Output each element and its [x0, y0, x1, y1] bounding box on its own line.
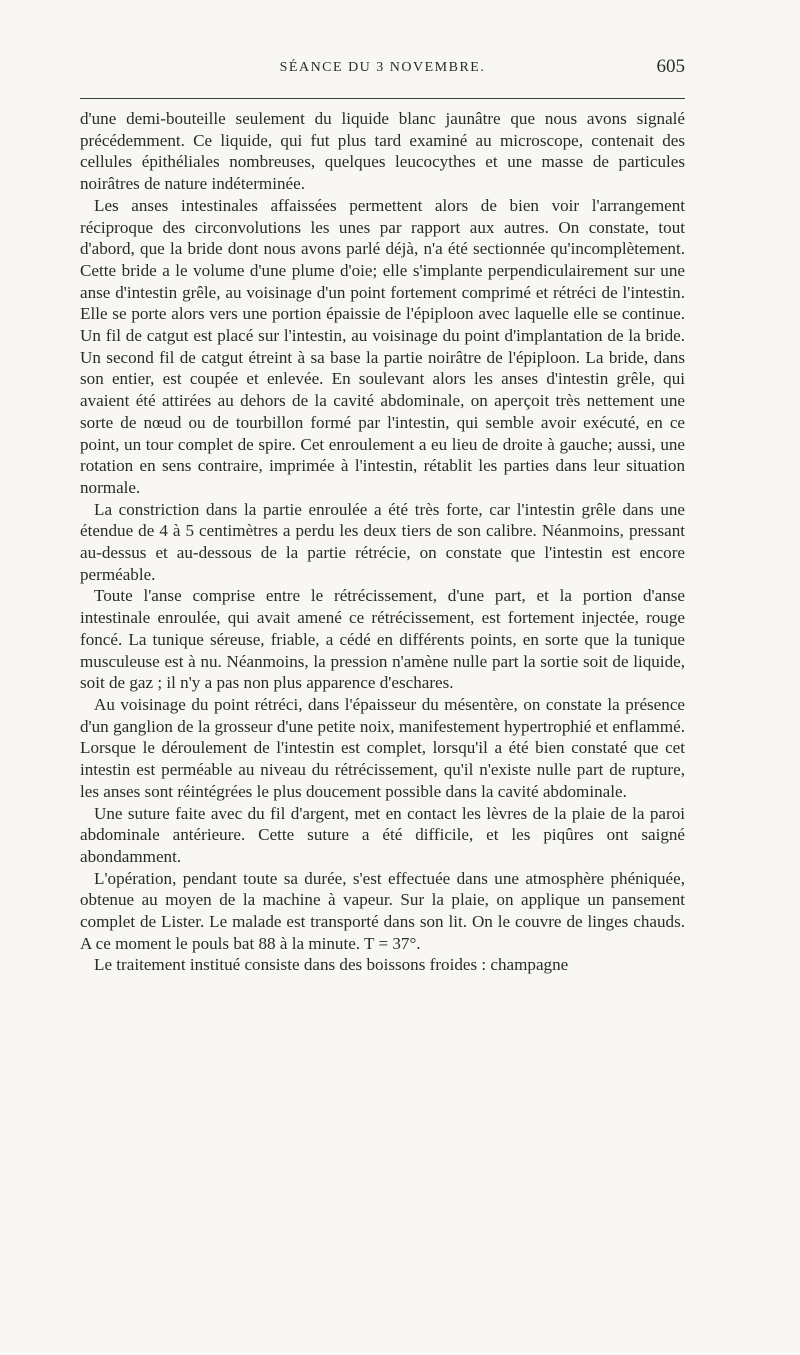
running-title: SÉANCE DU 3 NOVEMBRE.	[279, 60, 486, 75]
paragraph: Une suture faite avec du fil d'argent, met en contact les lèvres de la plaie de la paroi abdominale antérieure. Cette suture a été difficile, et les piqûres ont saigné abondamment.	[80, 803, 685, 866]
paragraph: La constriction dans la partie enroulée a été très forte, car l'intestin grêle dans une étendue de 4 à 5 centimètres a perdu les deux tiers de son calibre. Néanmoins, pressant au-dessus et au-dessous de la partie rétrécie, on constate que l'intestin est encore perméable.	[80, 499, 685, 584]
page-number: 605	[656, 56, 685, 77]
header-rule	[80, 98, 685, 99]
paragraph-continuation: d'une demi-bouteille seulement du liquide blanc jaunâtre que nous avons signalé précédemment. Ce liquide, qui fut plus tard examiné au microscope, contenait des cellules épithéliales nombreuses, quelques leucocythes et une masse de particules noirâtres de nature indéterminée.	[80, 109, 685, 194]
paragraph: L'opération, pendant toute sa durée, s'est effectuée dans une atmosphère phéniquée, obtenue au moyen de la machine à vapeur. Sur la plaie, on applique un pansement complet de Lister. Le malade est transporté dans son lit. On le couvre de linges chauds. A ce moment le pouls bat 88 à la minute. T = 37°.	[80, 868, 685, 953]
paragraph: Les anses intestinales affaissées permettent alors de bien voir l'arrangement réciproque des circonvolutions les unes par rapport aux autres. On constate, tout d'abord, que la bride dont nous avons parlé déjà, n'a été sectionnée qu'incomplètement. Cette bride a le volume d'une plume d'oie; elle s'implante perpendiculairement sur une anse d'intestin grêle, au voisinage d'un point fortement comprimé et rétréci de l'intestin. Elle se porte alors vers une portion épaissie de l'épiploon avec laquelle elle se continue. Un fil de catgut est placé sur l'intestin, au voisinage du point d'implantation de la bride. Un second fil de catgut étreint à sa base la partie noirâtre de l'épiploon. La bride, dans son entier, est coupée et enlevée. En soulevant alors les anses d'intestin grêle, qui avaient été attirées au dehors de la cavité abdominale, on aperçoit très nettement une sorte de nœud ou de tourbillon formé par l'intestin, qui semble avoir exécuté, en ce point, un tour complet de spire. Cet enroulement a eu lieu de droite à gauche; aussi, une rotation en sens contraire, imprimée à l'intestin, rétablit les parties dans leur situation normale.	[80, 195, 685, 497]
page-header	[80, 56, 685, 86]
paragraph: Toute l'anse comprise entre le rétrécissement, d'une part, et la portion d'anse intestinale enroulée, qui avait amené ce rétrécissement, est fortement injectée, rouge foncé. La tunique séreuse, friable, a cédé en différents points, en sorte que la tunique musculeuse est à nu. Néanmoins, la pression n'amène nulle part la sortie soit de liquide, soit de gaz ; il n'y a pas non plus apparence d'eschares.	[80, 586, 685, 693]
paragraph-final-line: Le traitement institué consiste dans des boissons froides : champagne	[94, 955, 569, 975]
body-text	[80, 108, 685, 976]
paragraph: Au voisinage du point rétréci, dans l'épaisseur du mésentère, on constate la présence d'un ganglion de la grosseur d'une petite noix, manifestement hypertrophié et enflammé. Lorsque le déroulement de l'intestin est complet, lorsqu'il a été bien constaté que cet intestin est perméable au niveau du rétrécissement, qu'il n'existe nulle part de rupture, les anses sont réintégrées le plus doucement possible dans la cavité abdominale.	[80, 694, 685, 801]
